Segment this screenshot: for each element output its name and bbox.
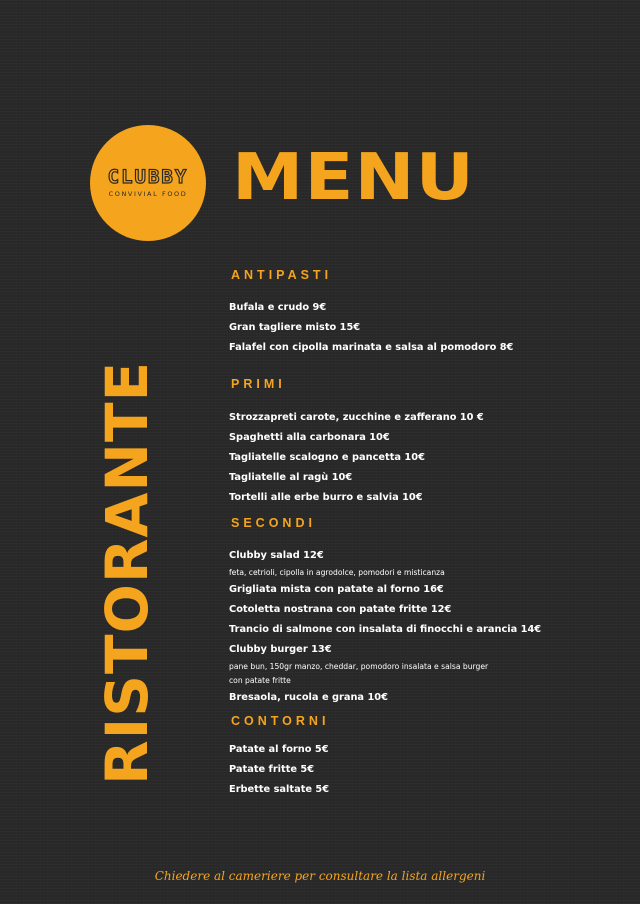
menu-item: Erbette saltate 5€ [229,784,330,795]
section-primi [229,377,484,508]
allergen-footer-note: Chiedere al cameriere per consultare la lista allergeni [154,869,486,883]
menu-item: Tortelli alle erbe burro e salvia 10€ [229,492,423,503]
menu-item: Bresaola, rucola e grana 10€ [229,692,388,703]
section-heading: PRIMI [231,377,286,391]
menu-item: Clubby salad 12€ [229,550,324,561]
menu-item: Patate al forno 5€ [229,744,329,755]
menu-item: Spaghetti alla carbonara 10€ [229,432,390,443]
ristorante-vertical-label: RISTORANTE [93,360,161,785]
menu-item: Bufala e crudo 9€ [229,302,327,313]
menu-title: MENU [232,141,475,215]
section-heading: CONTORNI [231,714,330,728]
menu-item: Clubby burger 13€ [229,644,332,655]
menu-item: Trancio di salmone con insalata di finocchi e arancia 14€ [229,624,542,635]
logo-tagline: CONVIVIAL FOOD [108,190,188,198]
menu-item: Patate fritte 5€ [229,764,315,775]
section-heading: SECONDI [231,516,316,530]
section-secondi [229,516,541,708]
menu-item-description: pane bun, 150gr manzo, cheddar, pomodoro insalata e salsa burger [229,662,489,671]
menu-item: Tagliatelle al ragù 10€ [229,472,353,483]
section-antipasti [229,268,513,358]
menu-item: Gran tagliere misto 15€ [229,322,361,333]
section-contorni [229,714,329,800]
logo-wordmark: CLUBBY [107,166,189,188]
menu-item: Strozzapreti carote, zucchine e zafferano 10 € [229,412,484,423]
menu-item: Cotoletta nostrana con patate fritte 12€ [229,604,452,615]
menu-item-description: con patate fritte [229,676,291,685]
menu-item-description: feta, cetrioli, cipolla in agrodolce, pomodori e misticanza [229,568,445,577]
section-heading: ANTIPASTI [231,268,333,282]
clubby-logo [90,125,206,241]
menu-item: Grigliata mista con patate al forno 16€ [229,584,444,595]
menu-item: Falafel con cipolla marinata e salsa al pomodoro 8€ [229,342,514,353]
menu-item: Tagliatelle scalogno e pancetta 10€ [229,452,425,463]
